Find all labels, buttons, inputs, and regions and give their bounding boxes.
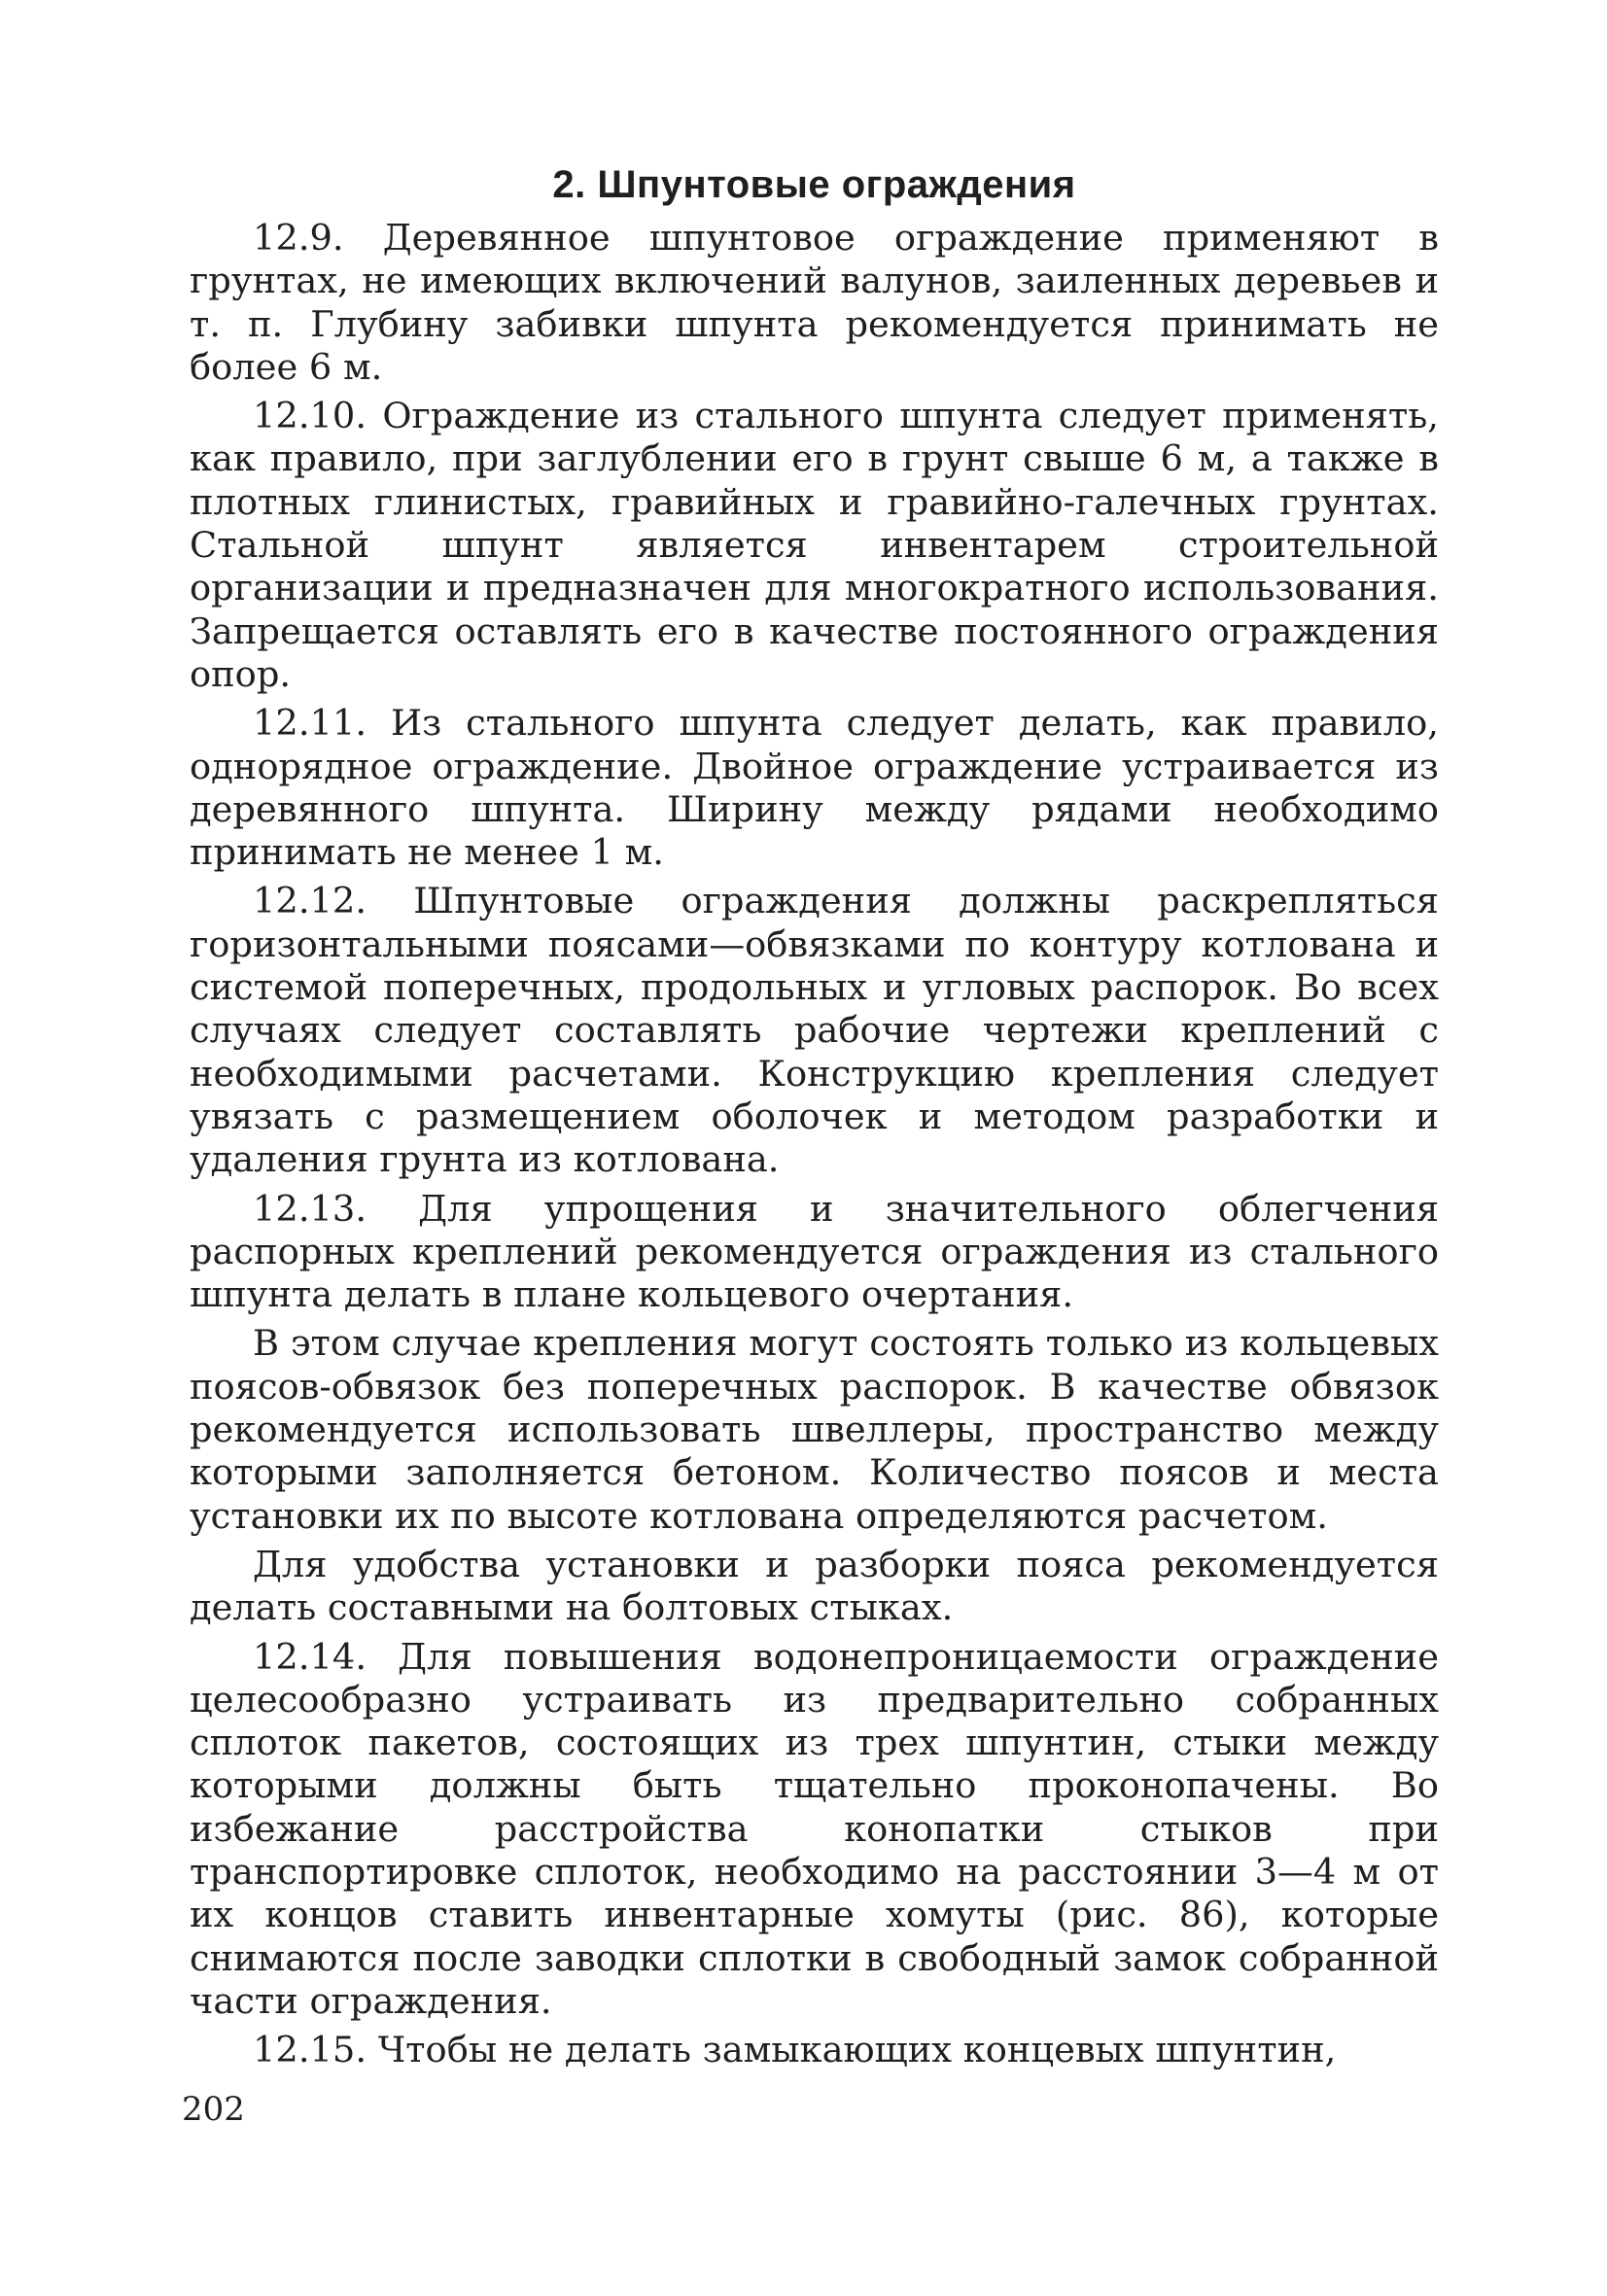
document-page xyxy=(190,160,1439,2077)
paragraph-12-14: 12.14. Для повышения водонепроницаемости ограждение целесообразно устраивать из предварительно собранных сплоток пакетов, состоящих из трех шпунтин, стыки между которыми должны быть тщательно проконопачены. Во избежание расстройства конопатки стыков при транспортировке сплоток, необходимо на расстоянии 3—4 м от их концов ставить инвентарные хомуты (рис. 86), которые снимаются после заводки сплотки в свободный замок собранной части ограждения. xyxy=(190,1635,1439,2022)
section-heading: 2. Шпунтовые ограждения xyxy=(552,163,1076,206)
paragraph-bolted-joints: Для удобства установки и разборки пояса рекомендуется делать составными на болтовых стыках. xyxy=(190,1543,1439,1629)
paragraph-12-12: 12.12. Шпунтовые ограждения должны раскрепляться горизонтальными поясами—обвязками по контуру котлована и системой поперечных, продольных и угловых распорок. Во всех случаях следует составлять рабочие чертежи креплений с необходимыми расчетами. Конструкцию крепления следует увязать с размещением оболочек и методом разработки и удаления грунта из котлована. xyxy=(190,880,1439,1181)
paragraph-12-9: 12.9. Деревянное шпунтовое ограждение применяют в грунтах, не имеющих включений валунов, заиленных деревьев и т. п. Глубину забивки шпунта рекомендуется принимать не более 6 м. xyxy=(190,217,1439,388)
paragraph-ring-bracing: В этом случае крепления могут состоять только из кольцевых поясов-обвязок без поперечных распорок. В качестве обвязок рекомендуется использовать швеллеры, пространство между которыми заполняется бетоном. Количество поясов и места установки их по высоте котлована определяются расчетом. xyxy=(190,1322,1439,1537)
page-number: 202 xyxy=(182,2090,245,2129)
paragraph-12-10: 12.10. Ограждение из стального шпунта следует применять, как правило, при заглублении его в грунт свыше 6 м, а также в плотных глинистых, гравийных и гравийно-галечных грунтах. Стальной шпунт является инвентарем строительной организации и предназначен для многократного использования. Запрещается оставлять его в качестве постоянного ограждения опор. xyxy=(190,395,1439,695)
paragraph-12-15: 12.15. Чтобы не делать замыкающих концевых шпунтин, xyxy=(253,2029,1337,2071)
paragraph-12-13: 12.13. Для упрощения и значительного облегчения распорных креплений рекомендуется ограждения из стального шпунта делать в плане кольцевого очертания. xyxy=(190,1187,1439,1316)
paragraph-12-11: 12.11. Из стального шпунта следует делать, как правило, однорядное ограждение. Двойное ограждение устраивается из деревянного шпунта. Ширину между рядами необходимо принимать не менее 1 м. xyxy=(190,702,1439,874)
